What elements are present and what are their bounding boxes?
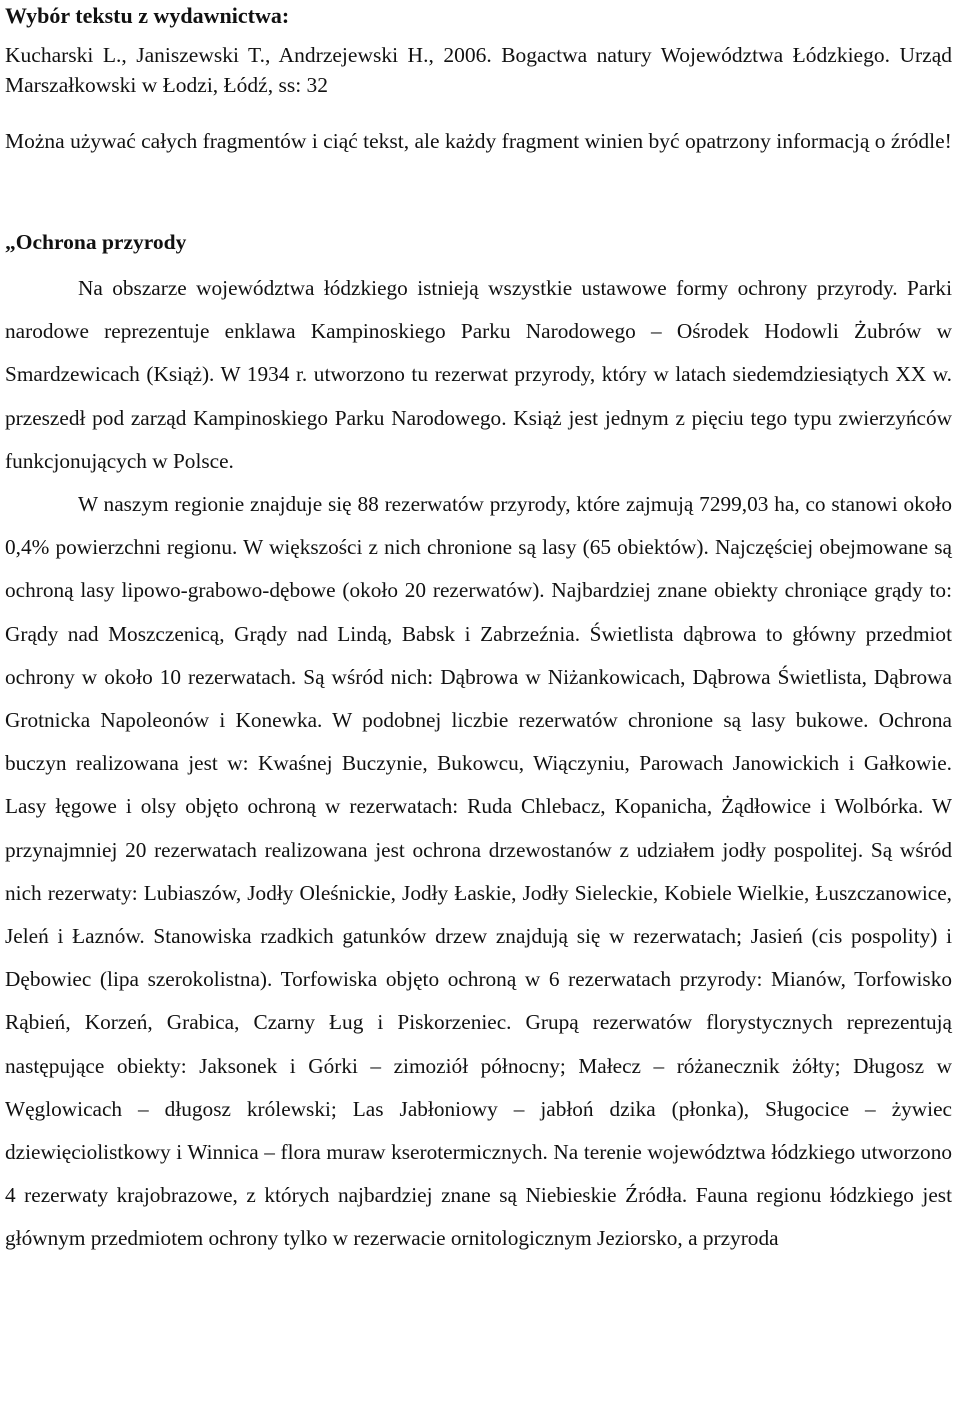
article-title: „Ochrona przyrody [5, 230, 187, 254]
usage-note: Można używać całych fragmentów i ciąć tekst, ale każdy fragment winien być opatrzony informacją o źródle! [5, 129, 952, 153]
article-paragraph-1: Na obszarze województwa łódzkiego istnieją wszystkie ustawowe formy ochrony przyrody. Parki narodowe reprezentuje enklawa Kampinoskiego Parku Narodowego – Ośrodek Hodowli Żubrów w Smardzewicach (Książ). W 1934 r. utworzono tu rezerwat przyrody, który w latach siedemdziesiątych XX w. przeszedł pod zarząd Kampinoskiego Parku Narodowego. Książ jest jednym z pięciu tego typu zwierzyńców funkcjonujących w Polsce. [5, 276, 952, 473]
article-paragraph-2: W naszym regionie znajduje się 88 rezerwatów przyrody, które zajmują 7299,03 ha, co stanowi około 0,4% powierzchni regionu. W większości z nich chronione są lasy (65 obiektów). Najczęściej obejmowane są ochroną lasy lipowo-grabowo-dębowe (około 20 rezerwatów). Najbardziej znane obiekty chroniące grądy to: Grądy nad Moszczenicą, Grądy nad Lindą, Babsk i Zabrzeźnia. Świetlista dąbrowa to główny przedmiot ochrony w około 10 rezerwatach. Są wśród nich: Dąbrowa w Niżankowicach, Dąbrowa Świetlista, Dąbrowa Grotnicka Napoleonów i Konewka. W podobnej liczbie rezerwatów chronione są lasy bukowe. Ochrona buczyn realizowana jest w: Kwaśnej Buczynie, Bukowcu, Wiączyniu, Parowach Janowickich i Gałkowie. Lasy łęgowe i olsy objęto ochroną w rezerwatach: Ruda Chlebacz, Kopanicha, Żądłowice i Wolbórka. W przynajmniej 20 rezerwatach realizowana jest ochrona drzewostanów z udziałem jodły pospolitej. Są wśród nich rezerwaty: Lubiaszów, Jodły Oleśnickie, Jodły Łaskie, Jodły Sieleckie, Kobiele Wielkie, Łuszczanowice, Jeleń i Łaznów. Stanowiska rzadkich gatunków drzew znajdują się w rezerwatach; Jasień (cis pospolity) i Dębowiec (lipa szerokolistna). Torfowiska objęto ochroną w 6 rezerwatach przyrody: Mianów, Torfowisko Rąbień, Korzeń, Grabica, Czarny Ług i Piskorzeniec. Grupą rezerwatów florystycznych reprezentują następujące obiekty: Jaksonek i Górki – zimoziół północny; Małecz – różanecznik żółty; Długosz w Węglowicach – długosz królewski; Las Jabłoniowy – jabłoń dzika (płonka), Sługocice – żywiec dziewięciolistkowy i Winnica – flora muraw kserotermicznych. Na terenie województwa łódzkiego utworzono 4 rezerwaty krajobrazowe, z których najbardziej znane są Niebieskie Źródła. Fauna regionu łódzkiego jest głównym przedmiotem ochrony tylko w rezerwacie ornitologicznym Jeziorsko, a przyroda [5, 492, 952, 1251]
document-heading: Wybór tekstu z wydawnictwa: [5, 3, 290, 28]
source-citation: Kucharski L., Janiszewski T., Andrzejewski H., 2006. Bogactwa natury Województwa Łódzkiego. Urząd Marszałkowski w Łodzi, Łódź, ss: 32 [5, 43, 952, 97]
article-body [5, 267, 952, 1261]
